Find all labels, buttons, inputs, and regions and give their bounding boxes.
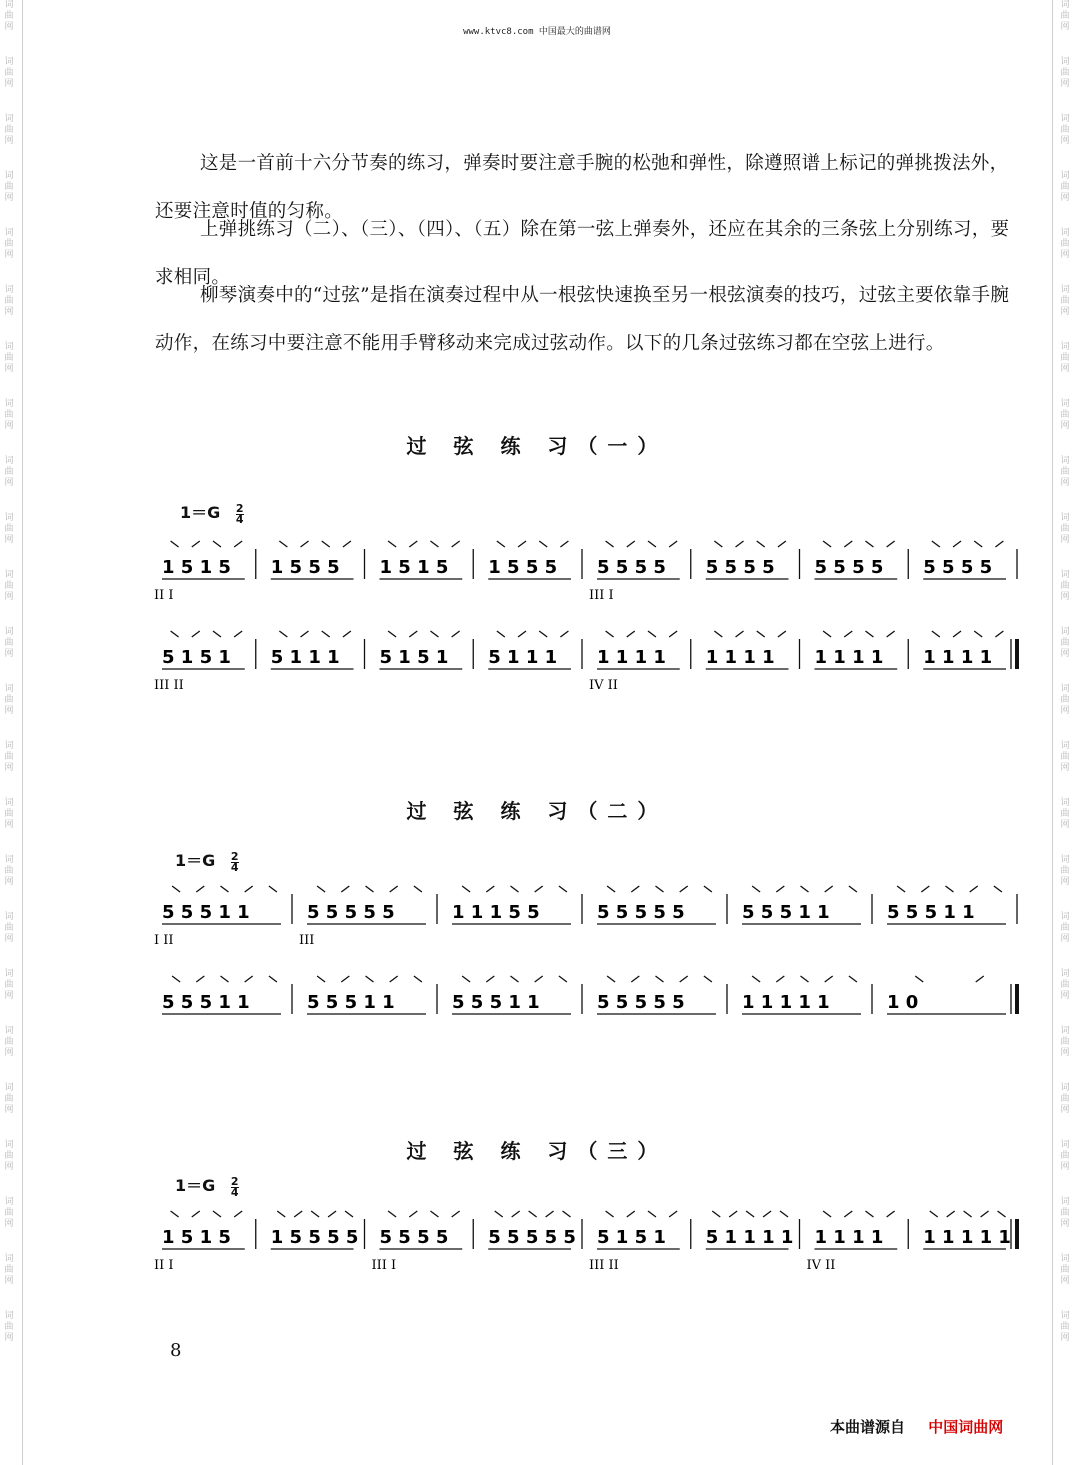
measure-notes: 5 5 5 5 xyxy=(379,1227,449,1248)
pluck-mark xyxy=(648,631,656,637)
measure-notes: 1 1 1 1 xyxy=(705,647,775,668)
pluck-mark xyxy=(317,976,325,982)
string-marking: III II xyxy=(154,678,184,693)
pluck-mark xyxy=(778,541,786,547)
pluck-mark xyxy=(279,631,287,637)
exercise-1-key xyxy=(180,500,244,524)
pluck-mark xyxy=(388,1211,396,1217)
pluck-mark xyxy=(714,541,722,547)
measure-notes: 5 5 5 5 xyxy=(597,557,666,578)
watermark-text: 词 曲 网 xyxy=(4,114,14,146)
key-signature: 1＝G xyxy=(175,1176,216,1195)
watermark-text: 词 曲 网 xyxy=(1060,456,1070,488)
pluck-mark xyxy=(631,886,639,892)
pluck-mark xyxy=(171,631,179,637)
exercise-1-row-1 xyxy=(150,535,1030,625)
pluck-mark xyxy=(932,541,940,547)
pluck-mark xyxy=(301,631,309,637)
left-margin-rule xyxy=(22,0,23,1465)
pluck-mark xyxy=(452,541,460,547)
watermark-text: 词 曲 网 xyxy=(4,1026,14,1058)
pluck-mark xyxy=(497,541,505,547)
pluck-mark xyxy=(887,1211,895,1217)
measure-notes: 5 1 1 1 1 xyxy=(705,1227,794,1248)
pluck-mark xyxy=(518,541,526,547)
pluck-mark xyxy=(317,886,325,892)
pluck-mark xyxy=(518,631,526,637)
pluck-mark xyxy=(546,1211,554,1217)
pluck-mark xyxy=(865,631,873,637)
string-marking: III I xyxy=(589,588,614,603)
watermark-text: 词 曲 网 xyxy=(1060,1197,1070,1229)
watermark-text: 词 曲 网 xyxy=(4,1140,14,1172)
measure-notes: 1 1 1 1 1 xyxy=(742,992,830,1013)
pluck-mark xyxy=(887,631,895,637)
pluck-mark xyxy=(946,886,954,892)
pluck-mark xyxy=(669,1211,677,1217)
watermark-text: 词 曲 网 xyxy=(4,285,14,317)
notation-row xyxy=(150,1205,1020,1295)
pluck-mark xyxy=(535,976,543,982)
pluck-mark xyxy=(192,1211,200,1217)
pluck-mark xyxy=(192,541,200,547)
pluck-mark xyxy=(311,1211,319,1217)
pluck-mark xyxy=(974,631,982,637)
watermark-text: 词 曲 网 xyxy=(1060,741,1070,773)
pluck-mark xyxy=(511,886,519,892)
pluck-mark xyxy=(627,541,635,547)
pluck-mark xyxy=(974,541,982,547)
pluck-mark xyxy=(539,541,547,547)
pluck-mark xyxy=(497,631,505,637)
pluck-mark xyxy=(746,1211,754,1217)
paragraph-2: 上弹挑练习（二）、（三）、（四）、（五）除在第一弦上弹奏外，还应在其余的三条弦上分别练习，要求相同。 xyxy=(155,219,1010,288)
footer-source-label: 本曲谱源自 xyxy=(830,1418,906,1436)
pluck-mark xyxy=(322,631,330,637)
watermark-text: 词 曲 网 xyxy=(1060,627,1070,659)
pluck-mark xyxy=(213,541,221,547)
watermark-text: 词 曲 网 xyxy=(4,1197,14,1229)
pluck-mark xyxy=(388,631,396,637)
pluck-mark xyxy=(366,886,374,892)
pluck-mark xyxy=(964,1211,972,1217)
pluck-mark xyxy=(462,976,470,982)
pluck-mark xyxy=(823,631,831,637)
exercise-3-key xyxy=(175,1173,239,1197)
pluck-mark xyxy=(844,631,852,637)
pluck-mark xyxy=(560,631,568,637)
pluck-mark xyxy=(752,976,760,982)
watermark-text: 词 曲 网 xyxy=(1060,1026,1070,1058)
key-signature: 1＝G xyxy=(180,503,221,522)
watermark-text: 词 曲 网 xyxy=(1060,1254,1070,1286)
pluck-mark xyxy=(606,541,614,547)
measure-notes: 5 5 5 1 1 xyxy=(307,992,395,1013)
pluck-mark xyxy=(388,541,396,547)
notation-row xyxy=(150,970,1020,1060)
pluck-mark xyxy=(752,886,760,892)
measure-notes: 5 5 5 5 xyxy=(923,557,993,578)
measure-notes: 1 0 xyxy=(887,992,919,1013)
pluck-mark xyxy=(430,1211,438,1217)
measure-notes: 1 5 1 5 xyxy=(162,1227,231,1248)
pluck-mark xyxy=(606,1211,614,1217)
watermark-text: 词 曲 网 xyxy=(4,456,14,488)
watermark-text: 词 曲 网 xyxy=(1060,57,1070,89)
pluck-mark xyxy=(778,631,786,637)
pluck-mark xyxy=(998,1211,1006,1217)
key-signature: 1＝G xyxy=(175,851,216,870)
watermark-text: 词 曲 网 xyxy=(4,855,14,887)
pluck-mark xyxy=(512,1211,520,1217)
pluck-mark xyxy=(486,886,494,892)
right-margin-watermark xyxy=(1056,0,1074,1465)
pluck-mark xyxy=(801,886,809,892)
pluck-mark xyxy=(823,1211,831,1217)
pluck-mark xyxy=(669,541,677,547)
pluck-mark xyxy=(213,1211,221,1217)
pluck-mark xyxy=(430,631,438,637)
paragraph-3: 柳琴演奏中的“过弦”是指在演奏过程中从一根弦快速换至另一根弦演奏的技巧，过弦主要依靠手腕动作，在练习中要注意不能用手臂移动来完成过弦动作。以下的几条过弦练习都在空弦上进行。 xyxy=(155,285,1010,354)
pluck-mark xyxy=(953,541,961,547)
pluck-mark xyxy=(757,631,765,637)
watermark-text: 词 曲 网 xyxy=(1060,399,1070,431)
pluck-mark xyxy=(495,1211,503,1217)
pluck-mark xyxy=(409,1211,417,1217)
pluck-mark xyxy=(486,976,494,982)
exercise-2-row-1 xyxy=(150,880,1030,970)
watermark-text: 词 曲 网 xyxy=(4,1254,14,1286)
pluck-mark xyxy=(322,541,330,547)
pluck-mark xyxy=(343,631,351,637)
watermark-text: 词 曲 网 xyxy=(4,342,14,374)
pluck-mark xyxy=(656,976,664,982)
measure-notes: 1 5 5 5 xyxy=(270,557,340,578)
pluck-mark xyxy=(294,1211,302,1217)
paragraph-1: 这是一首前十六分节奏的练习，弹奏时要注意手腕的松弛和弹性，除遵照谱上标记的弹挑拨法外，还要注意时值的匀称。 xyxy=(155,153,1009,222)
pluck-mark xyxy=(976,976,984,982)
pluck-mark xyxy=(953,631,961,637)
pluck-mark xyxy=(736,631,744,637)
pluck-mark xyxy=(452,1211,460,1217)
time-signature: $\frac{2}{4}$ xyxy=(230,1174,239,1199)
pluck-mark xyxy=(704,886,712,892)
pluck-mark xyxy=(539,631,547,637)
string-marking: IV II xyxy=(806,1258,836,1273)
notation-row xyxy=(150,535,1020,625)
watermark-text: 词 曲 网 xyxy=(4,627,14,659)
measure-notes: 5 1 1 1 xyxy=(270,647,340,668)
pluck-mark xyxy=(930,1211,938,1217)
string-marking: III II xyxy=(589,1258,619,1273)
pluck-mark xyxy=(704,976,712,982)
footer-source-site: 中国词曲网 xyxy=(928,1418,1004,1436)
pluck-mark xyxy=(366,976,374,982)
measure-notes: 5 5 5 5 xyxy=(814,557,884,578)
pluck-mark xyxy=(776,886,784,892)
notation-row xyxy=(150,625,1020,715)
watermark-text: 词 曲 网 xyxy=(1060,1083,1070,1115)
measure-notes: 5 5 5 1 1 xyxy=(162,902,250,923)
measure-notes: 1 1 1 1 xyxy=(597,647,666,668)
pluck-mark xyxy=(279,541,287,547)
pluck-mark xyxy=(995,631,1003,637)
measure-notes: 5 1 5 1 xyxy=(597,1227,666,1248)
watermark-text: 词 曲 网 xyxy=(1060,798,1070,830)
string-marking: II I xyxy=(154,1258,174,1273)
string-marking: II I xyxy=(154,588,174,603)
watermark-text: 词 曲 网 xyxy=(1060,114,1070,146)
pluck-mark xyxy=(245,886,253,892)
pluck-mark xyxy=(627,631,635,637)
pluck-mark xyxy=(921,886,929,892)
pluck-mark xyxy=(328,1211,336,1217)
measure-notes: 1 5 5 5 5 xyxy=(270,1227,359,1248)
pluck-mark xyxy=(849,886,857,892)
measure-notes: 1 5 1 5 xyxy=(162,557,231,578)
watermark-text: 词 曲 网 xyxy=(1060,1140,1070,1172)
watermark-text: 词 曲 网 xyxy=(4,399,14,431)
pluck-mark xyxy=(970,886,978,892)
pluck-mark xyxy=(680,886,688,892)
pluck-mark xyxy=(897,886,905,892)
pluck-mark xyxy=(627,1211,635,1217)
pluck-mark xyxy=(196,886,204,892)
watermark-text: 词 曲 网 xyxy=(4,912,14,944)
pluck-mark xyxy=(736,541,744,547)
left-margin-watermark xyxy=(0,0,18,1465)
string-marking: III xyxy=(299,933,315,948)
watermark-text: 词 曲 网 xyxy=(4,798,14,830)
pluck-mark xyxy=(915,976,923,982)
pluck-mark xyxy=(680,976,688,982)
pluck-mark xyxy=(648,541,656,547)
pluck-mark xyxy=(825,976,833,982)
pluck-mark xyxy=(559,886,567,892)
pluck-mark xyxy=(221,886,229,892)
pluck-mark xyxy=(607,976,615,982)
watermark-text: 词 曲 网 xyxy=(4,969,14,1001)
exercise-1-title: 过 弦 练 习（一） xyxy=(406,434,668,458)
pluck-mark xyxy=(529,1211,537,1217)
measure-notes: 1 1 1 5 5 xyxy=(452,902,540,923)
string-marking: IV II xyxy=(589,678,618,693)
pluck-mark xyxy=(221,976,229,982)
watermark-text: 词 曲 网 xyxy=(1060,513,1070,545)
pluck-mark xyxy=(234,541,242,547)
pluck-mark xyxy=(932,631,940,637)
measure-notes: 5 5 5 5 5 xyxy=(307,902,395,923)
watermark-text: 词 曲 网 xyxy=(1060,1311,1070,1343)
measure-notes: 5 1 1 1 xyxy=(488,647,558,668)
pluck-mark xyxy=(947,1211,955,1217)
pluck-mark xyxy=(430,541,438,547)
measure-notes: 5 5 5 5 5 xyxy=(597,992,685,1013)
pluck-mark xyxy=(887,541,895,547)
pluck-mark xyxy=(409,631,417,637)
page-number: 8 xyxy=(170,1340,182,1361)
measure-notes: 1 1 1 1 xyxy=(923,647,993,668)
pluck-mark xyxy=(414,886,422,892)
watermark-text: 词 曲 网 xyxy=(1060,855,1070,887)
watermark-text: 词 曲 网 xyxy=(1060,912,1070,944)
measure-notes: 1 5 5 5 xyxy=(488,557,558,578)
watermark-text: 词 曲 网 xyxy=(4,228,14,260)
time-signature: $\frac{2}{4}$ xyxy=(230,849,239,874)
measure-notes: 5 5 5 1 1 xyxy=(887,902,975,923)
pluck-mark xyxy=(844,541,852,547)
pluck-mark xyxy=(172,886,180,892)
watermark-text: 词 曲 网 xyxy=(1060,171,1070,203)
watermark-text: 词 曲 网 xyxy=(4,570,14,602)
watermark-text: 词 曲 网 xyxy=(4,1311,14,1343)
pluck-mark xyxy=(414,976,422,982)
measure-notes: 1 1 1 1 xyxy=(814,1227,884,1248)
pluck-mark xyxy=(606,631,614,637)
watermark-text: 词 曲 网 xyxy=(1060,285,1070,317)
string-marking: I II xyxy=(154,933,174,948)
watermark-text: 词 曲 网 xyxy=(4,57,14,89)
watermark-text: 词 曲 网 xyxy=(1060,684,1070,716)
measure-notes: 1 1 1 1 1 xyxy=(923,1227,1011,1248)
watermark-text: 词 曲 网 xyxy=(1060,228,1070,260)
pluck-mark xyxy=(390,976,398,982)
pluck-mark xyxy=(234,1211,242,1217)
measure-notes: 1 5 1 5 xyxy=(379,557,449,578)
pluck-mark xyxy=(865,1211,873,1217)
pluck-mark xyxy=(343,541,351,547)
pluck-mark xyxy=(844,1211,852,1217)
pluck-mark xyxy=(171,541,179,547)
measure-notes: 5 1 5 1 xyxy=(162,647,231,668)
string-marking: III I xyxy=(371,1258,397,1273)
pluck-mark xyxy=(234,631,242,637)
pluck-mark xyxy=(171,1211,179,1217)
pluck-mark xyxy=(648,1211,656,1217)
pluck-mark xyxy=(825,886,833,892)
pluck-mark xyxy=(981,1211,989,1217)
pluck-mark xyxy=(763,1211,771,1217)
measure-notes: 5 5 5 5 5 xyxy=(597,902,685,923)
pluck-mark xyxy=(196,976,204,982)
pluck-mark xyxy=(712,1211,720,1217)
pluck-mark xyxy=(462,886,470,892)
watermark-text: 词 曲 网 xyxy=(1060,570,1070,602)
watermark-text: 词 曲 网 xyxy=(4,0,14,32)
pluck-mark xyxy=(535,886,543,892)
exercise-2-key xyxy=(175,848,239,872)
pluck-mark xyxy=(714,631,722,637)
watermark-text: 词 曲 网 xyxy=(1060,969,1070,1001)
pluck-mark xyxy=(269,976,277,982)
measure-notes: 5 5 5 1 1 xyxy=(742,902,830,923)
time-signature: $\frac{2}{4}$ xyxy=(235,501,244,526)
pluck-mark xyxy=(823,541,831,547)
measure-notes: 5 5 5 5 5 xyxy=(488,1227,576,1248)
pluck-mark xyxy=(341,976,349,982)
measure-notes: 1 1 1 1 xyxy=(814,647,884,668)
exercise-2-row-2 xyxy=(150,970,1030,1060)
right-margin-rule xyxy=(1052,0,1053,1465)
pluck-mark xyxy=(277,1211,285,1217)
pluck-mark xyxy=(345,1211,353,1217)
pluck-mark xyxy=(409,541,417,547)
measure-notes: 5 1 5 1 xyxy=(379,647,449,668)
exercise-3-title: 过 弦 练 习（三） xyxy=(406,1139,668,1163)
pluck-mark xyxy=(995,541,1003,547)
measure-notes: 5 5 5 1 1 xyxy=(162,992,250,1013)
pluck-mark xyxy=(390,886,398,892)
pluck-mark xyxy=(511,976,519,982)
pluck-mark xyxy=(607,886,615,892)
pluck-mark xyxy=(669,631,677,637)
pluck-mark xyxy=(560,541,568,547)
exercise-3-row-1 xyxy=(150,1205,1030,1295)
pluck-mark xyxy=(192,631,200,637)
pluck-mark xyxy=(452,631,460,637)
watermark-text: 词 曲 网 xyxy=(4,513,14,545)
pluck-mark xyxy=(757,541,765,547)
exercise-1-row-2 xyxy=(150,625,1030,715)
pluck-mark xyxy=(729,1211,737,1217)
measure-notes: 5 5 5 1 1 xyxy=(452,992,540,1013)
pluck-mark xyxy=(301,541,309,547)
watermark-text: 词 曲 网 xyxy=(4,684,14,716)
measure-notes: 5 5 5 5 xyxy=(705,557,775,578)
footer-source xyxy=(830,1416,1003,1437)
pluck-mark xyxy=(341,886,349,892)
watermark-text: 词 曲 网 xyxy=(4,741,14,773)
pluck-mark xyxy=(559,976,567,982)
pluck-mark xyxy=(994,886,1002,892)
watermark-text: 词 曲 网 xyxy=(4,1083,14,1115)
pluck-mark xyxy=(656,886,664,892)
pluck-mark xyxy=(865,541,873,547)
pluck-mark xyxy=(563,1211,571,1217)
watermark-text: 词 曲 网 xyxy=(4,171,14,203)
pluck-mark xyxy=(631,976,639,982)
pluck-mark xyxy=(801,976,809,982)
watermark-text: 词 曲 网 xyxy=(1060,0,1070,32)
pluck-mark xyxy=(213,631,221,637)
pluck-mark xyxy=(849,976,857,982)
pluck-mark xyxy=(269,886,277,892)
notation-row xyxy=(150,880,1020,970)
pluck-mark xyxy=(776,976,784,982)
exercise-2-title: 过 弦 练 习（二） xyxy=(406,799,668,823)
pluck-mark xyxy=(245,976,253,982)
site-header: www.ktvc8.com 中国最大的曲谱网 xyxy=(463,27,611,37)
pluck-mark xyxy=(172,976,180,982)
pluck-mark xyxy=(780,1211,788,1217)
watermark-text: 词 曲 网 xyxy=(1060,342,1070,374)
